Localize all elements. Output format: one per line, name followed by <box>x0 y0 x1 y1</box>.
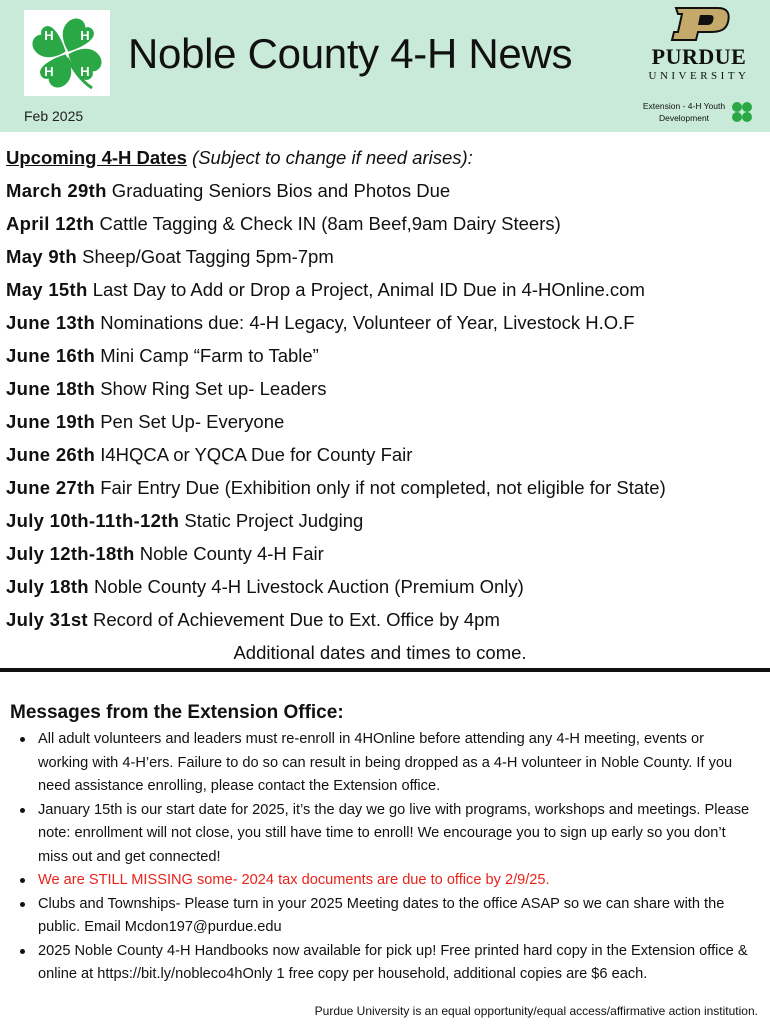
bullet-icon <box>20 878 25 883</box>
date-item-date: April 12th <box>6 213 95 234</box>
date-item-text: Last Day to Add or Drop a Project, Animal ID Due in 4-HOnline.com <box>87 279 645 300</box>
date-item-text: Noble County 4-H Fair <box>134 543 324 564</box>
date-item-date: June 27th <box>6 477 96 498</box>
date-item <box>6 570 766 603</box>
message-item <box>16 728 758 799</box>
bullet-icon <box>20 902 25 907</box>
footer-disclaimer: Purdue University is an equal opportunity/equal access/affirmative action institution. <box>314 1004 758 1018</box>
date-item-text: Record of Achievement Due to Ext. Office by 4pm <box>87 609 500 630</box>
bullet-icon <box>20 808 25 813</box>
message-item <box>16 893 758 940</box>
message-item <box>16 869 758 893</box>
bullet-icon <box>20 737 25 742</box>
message-item <box>16 799 758 870</box>
svg-text:H: H <box>44 28 54 43</box>
date-item-text: Mini Camp “Farm to Table” <box>95 345 319 366</box>
svg-text:H: H <box>44 64 54 79</box>
message-text: All adult volunteers and leaders must re-enroll in 4HOnline before attending any 4-H meeting, events or working with 4-H’ers. Failure to do so can result in being dropped as a 4-H volunteer in Noble County. If you need assistance enrolling, please contact the Extension office. <box>38 731 733 794</box>
message-item <box>16 940 758 987</box>
date-item-text: Pen Set Up- Everyone <box>95 411 285 432</box>
message-text: We are STILL MISSING some- 2024 tax documents are due to office by 2/9/25. <box>38 872 550 888</box>
purdue-wordmark: PURDUE <box>651 44 747 69</box>
date-item-text: Nominations due: 4-H Legacy, Volunteer of Year, Livestock H.O.F <box>95 312 635 333</box>
date-item-text: Static Project Judging <box>179 510 364 531</box>
dates-heading: Upcoming 4-H Dates (Subject to change if need arises): <box>6 147 473 168</box>
message-text: January 15th is our start date for 2025, it’s the day we go live with programs, workshops and meetings. Please note: enrollment will not close, you still have time to enroll! We encourage you to sign up early so you don’t miss out and get connected! <box>38 801 750 865</box>
page-title: Noble County 4-H News <box>128 30 573 77</box>
date-item-date: July 18th <box>6 576 89 597</box>
message-text: Clubs and Townships- Please turn in your 2025 Meeting dates to the office ASAP so we can share with the public. Email Mcdon197@purdue.edu <box>38 895 725 935</box>
message-text: 2025 Noble County 4-H Handbooks now available for pick up! Free printed hard copy in the Extension office & online at https://bit.ly/nobleco4hOnly 1 free copy per household, additional copies are $6 each. <box>38 942 748 982</box>
date-item-text: Noble County 4-H Livestock Auction (Premium Only) <box>88 576 524 597</box>
bullet-icon <box>20 949 25 954</box>
date-item <box>6 306 766 339</box>
purdue-university-label: UNIVERSITY <box>648 70 750 82</box>
date-item-text: Graduating Seniors Bios and Photos Due <box>106 180 451 201</box>
date-item <box>6 438 766 471</box>
date-item <box>6 471 766 504</box>
date-item-date: June 18th <box>6 378 96 399</box>
date-item <box>6 273 766 306</box>
svg-text:H: H <box>80 28 90 43</box>
date-item-date: July 31st <box>6 609 88 630</box>
date-item-text: I4HQCA or YQCA Due for County Fair <box>95 444 413 465</box>
date-item-date: July 10th-11th-12th <box>6 510 180 531</box>
date-item <box>6 537 766 570</box>
date-item-text: Show Ring Set up- Leaders <box>95 378 327 399</box>
newsletter-header <box>0 0 770 132</box>
date-item-text: Sheep/Goat Tagging 5pm-7pm <box>76 246 334 267</box>
messages-heading: Messages from the Extension Office: <box>10 702 344 723</box>
date-item <box>6 339 766 372</box>
issue-date: Feb 2025 <box>24 108 84 124</box>
date-item <box>6 174 766 207</box>
date-item-date: May 15th <box>6 279 88 300</box>
upcoming-dates-section <box>6 141 766 669</box>
more-dates-note: Additional dates and times to come. <box>233 642 527 663</box>
section-divider <box>0 668 770 672</box>
date-item-date: June 19th <box>6 411 96 432</box>
date-item-text: Cattle Tagging & Check IN (8am Beef,9am Dairy Steers) <box>94 213 561 234</box>
date-item-text: Fair Entry Due (Exhibition only if not completed, not eligible for State) <box>95 477 666 498</box>
date-item-date: June 26th <box>6 444 96 465</box>
date-item <box>6 603 766 636</box>
dates-list <box>6 174 766 636</box>
date-item <box>6 207 766 240</box>
extension-label: Extension - 4-H Youth Development <box>642 101 726 123</box>
4h-clover-icon <box>24 10 110 96</box>
messages-list <box>16 728 758 987</box>
date-item-date: March 29th <box>6 180 107 201</box>
date-item-date: June 16th <box>6 345 96 366</box>
date-item-date: May 9th <box>6 246 77 267</box>
purdue-logo-icon <box>668 6 732 42</box>
date-item <box>6 504 766 537</box>
date-item <box>6 240 766 273</box>
date-item <box>6 405 766 438</box>
date-item-date: June 13th <box>6 312 96 333</box>
svg-text:H: H <box>80 64 90 79</box>
small-clover-icon <box>730 100 754 124</box>
date-item <box>6 372 766 405</box>
date-item-date: July 12th-18th <box>6 543 135 564</box>
